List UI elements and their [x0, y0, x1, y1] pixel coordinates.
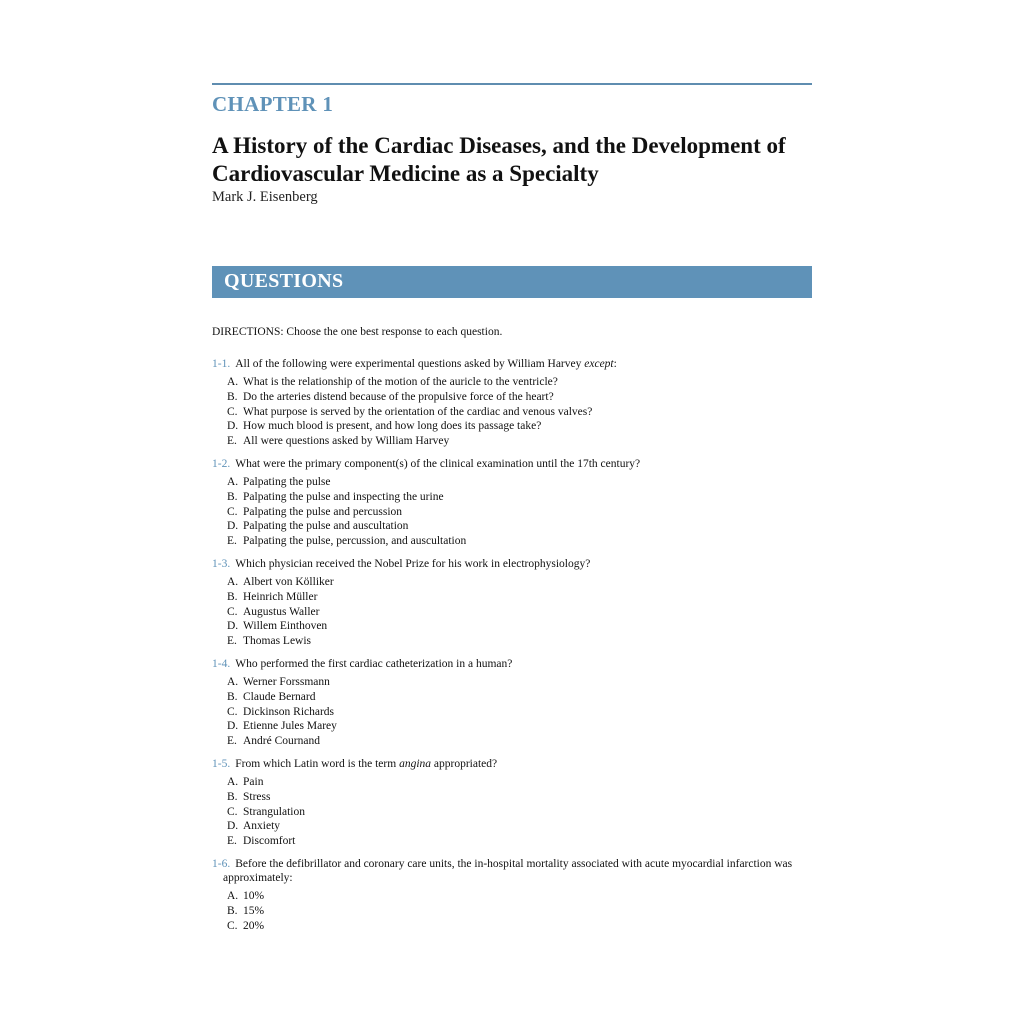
- option-text: Palpating the pulse and auscultation: [243, 520, 409, 533]
- question-item: [212, 357, 812, 449]
- questions-heading: QUESTIONS: [224, 270, 344, 292]
- question-emphasis: except: [584, 358, 614, 370]
- question-stem: [212, 457, 812, 471]
- answer-option: [227, 690, 812, 705]
- answer-option: [227, 719, 812, 734]
- option-letter: E.: [227, 735, 237, 748]
- answer-option: [227, 575, 812, 590]
- option-letter: C.: [227, 605, 238, 618]
- answer-option: [227, 790, 812, 805]
- question-item: [212, 657, 812, 749]
- option-text: Werner Forssmann: [243, 675, 330, 688]
- answer-option: [227, 475, 812, 490]
- option-letter: C.: [227, 805, 238, 818]
- author-name: Mark J. Eisenberg: [212, 189, 318, 205]
- answer-option: [227, 634, 812, 649]
- option-text: Heinrich Müller: [243, 590, 318, 603]
- option-text: All were questions asked by William Harvey: [243, 435, 450, 448]
- option-text: Augustus Waller: [243, 605, 320, 618]
- answer-option: [227, 889, 812, 904]
- option-letter: E.: [227, 535, 237, 548]
- option-text: 15%: [243, 904, 265, 917]
- question-item: [212, 857, 812, 933]
- option-letter: C.: [227, 919, 238, 932]
- directions-text: DIRECTIONS: Choose the one best response to each question.: [212, 326, 503, 338]
- option-letter: D.: [227, 520, 239, 533]
- question-number: 1-2.: [212, 457, 231, 470]
- answer-options: [212, 675, 812, 749]
- question-item: [212, 757, 812, 849]
- answer-option: [227, 619, 812, 634]
- question-stem: [212, 857, 812, 885]
- answer-option: [227, 375, 812, 390]
- answer-option: [227, 534, 812, 549]
- option-text: Albert von Kölliker: [243, 575, 334, 588]
- option-text: 20%: [243, 919, 265, 932]
- option-letter: B.: [227, 790, 238, 803]
- top-rule: [212, 83, 812, 85]
- answer-option: [227, 605, 812, 620]
- question-stem: [212, 657, 812, 671]
- question-number: 1-1.: [212, 358, 231, 370]
- option-text: Palpating the pulse: [243, 475, 331, 488]
- question-stem: [212, 757, 812, 771]
- answer-option: [227, 675, 812, 690]
- questions-heading-bar: [212, 266, 812, 298]
- option-letter: B.: [227, 904, 238, 917]
- option-text: How much blood is present, and how long does its passage take?: [243, 420, 542, 433]
- option-text: What purpose is served by the orientation of the cardiac and venous valves?: [243, 405, 593, 418]
- question-number: 1-6.: [212, 857, 231, 870]
- option-letter: D.: [227, 820, 239, 833]
- option-text: Stress: [243, 790, 271, 803]
- answer-option: [227, 834, 812, 849]
- option-text: Dickinson Richards: [243, 705, 335, 718]
- option-letter: A.: [227, 575, 239, 588]
- question-stem: [212, 357, 812, 371]
- question-item: [212, 457, 812, 549]
- option-letter: D.: [227, 620, 239, 633]
- option-text: Strangulation: [243, 805, 305, 818]
- answer-option: [227, 805, 812, 820]
- option-letter: A.: [227, 675, 239, 688]
- answer-option: [227, 734, 812, 749]
- option-letter: A.: [227, 775, 239, 788]
- option-letter: A.: [227, 889, 239, 902]
- answer-option: [227, 434, 812, 449]
- answer-options: [212, 775, 812, 849]
- answer-option: [227, 490, 812, 505]
- option-letter: E.: [227, 835, 237, 848]
- option-letter: D.: [227, 720, 239, 733]
- option-letter: A.: [227, 475, 239, 488]
- option-text: Palpating the pulse and percussion: [243, 505, 403, 518]
- option-text: Etienne Jules Marey: [243, 720, 337, 733]
- answer-option: [227, 904, 812, 919]
- answer-option: [227, 819, 812, 834]
- chapter-label: CHAPTER 1: [212, 92, 334, 116]
- answer-option: [227, 775, 812, 790]
- question-number: 1-3.: [212, 557, 231, 570]
- option-letter: E.: [227, 635, 237, 648]
- question-text-end: :: [613, 358, 617, 370]
- option-letter: B.: [227, 690, 238, 703]
- question-text-end: appropriated?: [431, 757, 498, 770]
- option-text: Anxiety: [243, 820, 281, 833]
- option-letter: D.: [227, 420, 239, 433]
- question-emphasis: angina: [399, 757, 432, 770]
- answer-options: [212, 575, 812, 649]
- answer-option: [227, 390, 812, 405]
- option-letter: B.: [227, 490, 238, 503]
- option-text: Palpating the pulse, percussion, and auscultation: [243, 535, 467, 548]
- questions-list: [212, 357, 812, 941]
- question-text: Which physician received the Nobel Prize for his work in electrophysiology?: [235, 557, 591, 570]
- option-text: Discomfort: [243, 835, 296, 848]
- question-stem: [212, 557, 812, 571]
- option-letter: A.: [227, 376, 239, 388]
- question-number: 1-5.: [212, 757, 231, 770]
- answer-option: [227, 419, 812, 434]
- chapter-title: A History of the Cardiac Diseases, and the Development of Cardiovascular Medicine as a Specialty: [212, 133, 786, 186]
- question-text: What were the primary component(s) of the clinical examination until the 17th century?: [235, 457, 641, 470]
- answer-options: [212, 475, 812, 549]
- answer-option: [227, 590, 812, 605]
- question-text: Who performed the first cardiac catheterization in a human?: [235, 657, 513, 670]
- option-text: Thomas Lewis: [243, 635, 312, 648]
- option-letter: E.: [227, 435, 237, 448]
- answer-options: [212, 375, 812, 449]
- option-text: André Cournand: [243, 735, 320, 748]
- question-text: Before the defibrillator and coronary care units, the in-hospital mortality associated with acute myocardial infarction was approximately:: [223, 857, 793, 884]
- option-letter: B.: [227, 590, 238, 603]
- option-text: Do the arteries distend because of the propulsive force of the heart?: [243, 390, 554, 403]
- option-letter: C.: [227, 405, 238, 418]
- option-text: Pain: [243, 775, 264, 788]
- answer-option: [227, 705, 812, 720]
- answer-option: [227, 919, 812, 934]
- option-text: What is the relationship of the motion of the auricle to the ventricle?: [243, 376, 558, 388]
- question-text: From which Latin word is the term: [235, 757, 400, 770]
- answer-option: [227, 519, 812, 534]
- answer-option: [227, 405, 812, 420]
- option-letter: C.: [227, 705, 238, 718]
- question-text: All of the following were experimental questions asked by William Harvey: [235, 358, 585, 370]
- answer-option: [227, 505, 812, 520]
- option-text: Palpating the pulse and inspecting the urine: [243, 490, 444, 503]
- option-letter: C.: [227, 505, 238, 518]
- question-number: 1-4.: [212, 657, 231, 670]
- option-text: Claude Bernard: [243, 690, 316, 703]
- answer-options: [212, 889, 812, 933]
- question-item: [212, 557, 812, 649]
- option-text: Willem Einthoven: [243, 620, 328, 633]
- option-text: 10%: [243, 889, 265, 902]
- option-letter: B.: [227, 390, 238, 403]
